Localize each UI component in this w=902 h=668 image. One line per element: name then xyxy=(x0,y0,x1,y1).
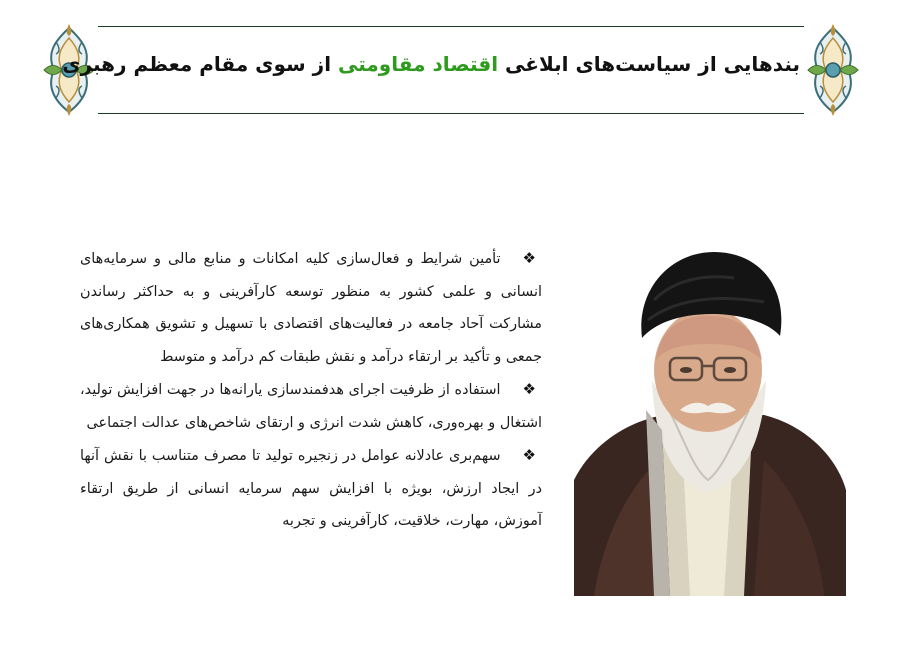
page-title xyxy=(62,52,800,76)
diamond-bullet-icon: ❖ xyxy=(522,380,536,398)
diamond-bullet-icon: ❖ xyxy=(522,249,536,267)
bullet-item xyxy=(80,242,542,373)
title-part-1: بندهایی از سیاست‌های ابلاغی xyxy=(505,52,800,76)
portrait-photo xyxy=(574,240,846,596)
bullet-text: تأمین شرایط و فعال‌سازی کلیه امکانات و منابع مالی و سرمایه‌های انسانی و علمی کشور به منظور توسعه کارآفرینی و به حداکثر رساندن مشارکت آحاد جامعه در فعالیت‌های اقتصادی با تسهیل و تشویق همکاری‌های جمعی و تأکید بر ارتقاء درآمد و نقش طبقات کم درآمد و متوسط xyxy=(80,251,542,365)
header-banner xyxy=(40,22,862,118)
diamond-bullet-icon: ❖ xyxy=(522,446,536,464)
policy-bullets xyxy=(80,242,542,538)
title-highlight: اقتصاد مقاومتی xyxy=(338,52,499,76)
banner-top-rule xyxy=(98,26,804,27)
title-part-2: از سوی مقام معظم رهبری xyxy=(62,52,332,76)
floral-ornament-icon xyxy=(798,22,868,118)
bullet-text: سهم‌بری عادلانه عوامل در زنجیره تولید تا مصرف متناسب با نقش آنها در ایجاد ارزش، بویژه با افزایش سهم سرمایه انسانی از طریق ارتقاء آموزش، مهارت، خلاقیت، کارآفرینی و تجربه xyxy=(80,448,542,529)
banner-bottom-rule xyxy=(98,113,804,114)
bullet-item xyxy=(80,373,542,439)
bullet-item xyxy=(80,439,542,538)
bullet-text: استفاده از ظرفیت اجرای هدفمندسازی یارانه‌ها در جهت افزایش تولید، اشتغال و بهره‌وری، کاهش شدت انرژی و ارتقای شاخص‌های عدالت اجتماعی xyxy=(80,382,542,431)
